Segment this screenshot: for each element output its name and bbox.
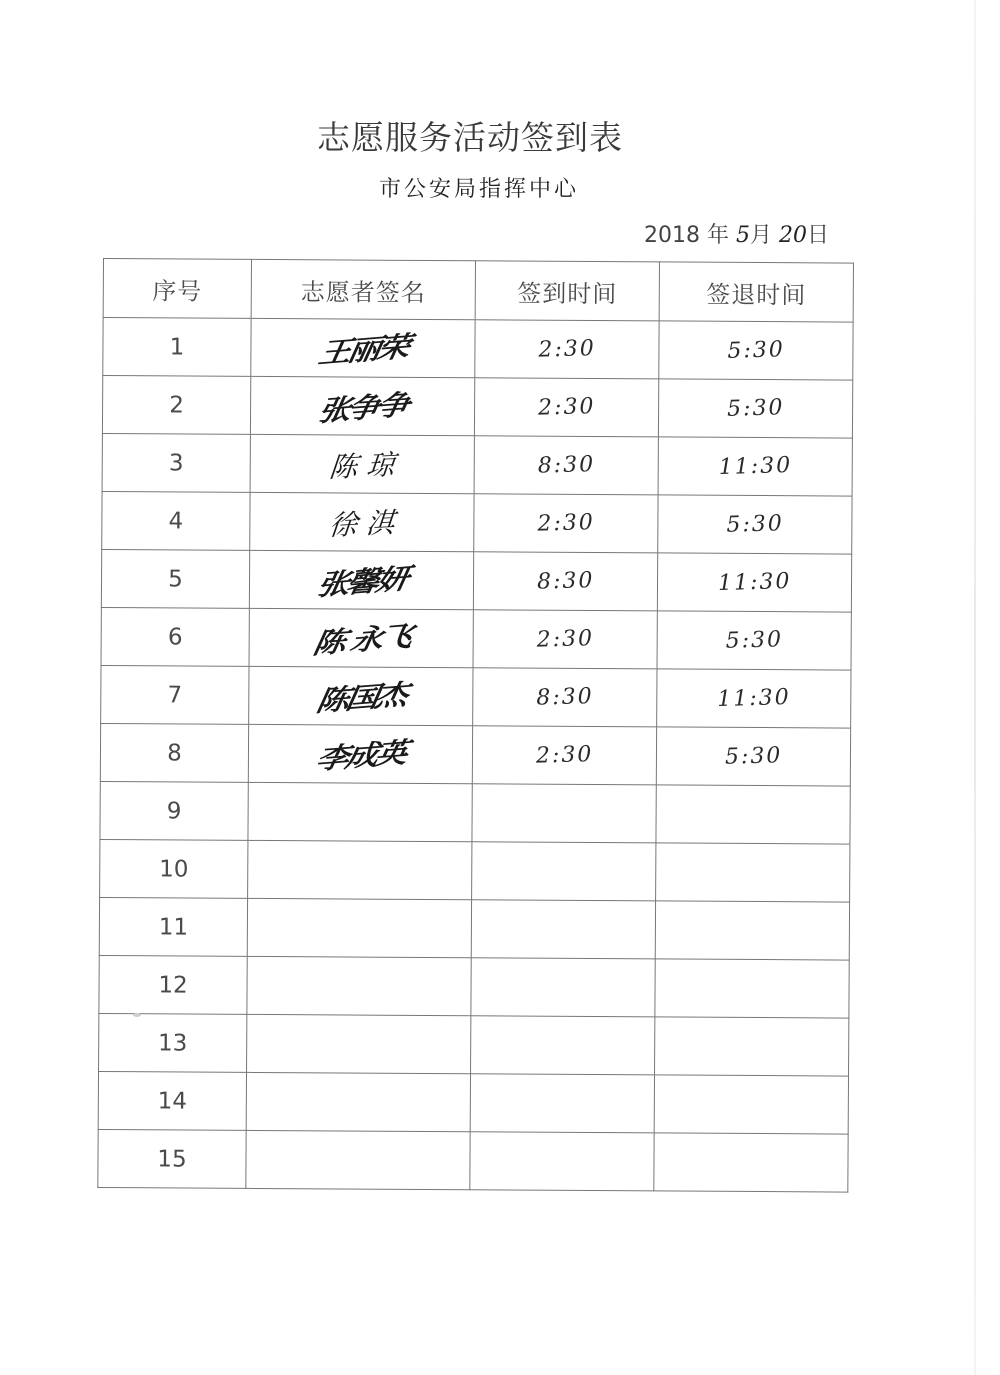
scan-speck — [133, 1013, 141, 1017]
sign-in-time-cell — [470, 1074, 654, 1133]
signature-cell — [249, 608, 473, 667]
row-number: 14 — [98, 1071, 246, 1130]
table-row — [100, 839, 850, 902]
sign-in-sheet — [97, 258, 853, 1195]
table-row — [99, 1013, 849, 1076]
row-number: 8 — [100, 723, 248, 782]
sign-out-time: 11:30 — [718, 452, 793, 481]
sign-out-time: 5:30 — [725, 627, 784, 654]
sign-in-table — [97, 258, 854, 1193]
sign-in-time-cell — [472, 726, 656, 785]
sign-in-time-cell — [470, 1132, 654, 1191]
signature-cell — [247, 956, 471, 1015]
date-month-label: 月 — [750, 223, 773, 248]
table-row — [100, 723, 850, 786]
signature-cell — [249, 666, 473, 725]
sign-in-time: 2:30 — [536, 510, 595, 537]
sign-out-time-cell — [656, 785, 850, 844]
sign-out-time: 5:30 — [726, 395, 785, 422]
volunteer-signature: 陈国杰 — [313, 677, 408, 718]
sign-in-time-cell — [473, 610, 657, 669]
sign-in-time-cell — [471, 900, 655, 959]
sign-out-time-cell — [654, 1075, 848, 1134]
volunteer-signature: 徐 淇 — [327, 505, 396, 542]
sign-out-time: 5:30 — [724, 743, 783, 770]
table-row — [98, 1071, 848, 1134]
sign-in-time-cell — [473, 552, 657, 611]
signature-cell — [251, 318, 475, 377]
sign-in-time-cell — [475, 320, 659, 379]
row-number: 10 — [100, 839, 248, 898]
table-row — [99, 897, 849, 960]
table-row — [102, 491, 852, 554]
sign-out-time-cell — [654, 1133, 848, 1192]
table-row — [99, 955, 849, 1018]
signature-cell — [246, 1072, 470, 1131]
signature-cell — [248, 782, 472, 841]
row-number: 2 — [102, 376, 250, 435]
date-month: 5 — [736, 223, 751, 248]
sign-in-time-cell — [474, 494, 658, 553]
signature-cell — [250, 492, 474, 551]
date-line — [644, 218, 829, 249]
sign-in-time-cell — [471, 958, 655, 1017]
sign-out-time-cell — [655, 901, 849, 960]
sign-in-time: 2:30 — [536, 626, 595, 653]
signature-cell — [248, 840, 472, 899]
table-header-row — [103, 259, 853, 323]
sign-out-time-cell — [655, 959, 849, 1018]
signature-cell — [248, 724, 472, 783]
scan-edge-shadow — [974, 0, 976, 1375]
sign-out-time-cell — [658, 437, 852, 496]
sign-in-time: 2:30 — [535, 742, 594, 769]
table-row — [101, 549, 851, 612]
sign-in-time-cell — [474, 378, 658, 437]
volunteer-signature: 张馨妍 — [314, 561, 408, 602]
table-body — [98, 318, 853, 1193]
row-number: 11 — [99, 897, 247, 956]
sign-in-time-cell — [474, 436, 658, 495]
date-year: 2018 — [644, 223, 700, 248]
sign-out-time: 11:30 — [717, 568, 792, 597]
row-number: 1 — [103, 318, 251, 377]
table-row — [101, 665, 851, 728]
sign-in-time-cell — [471, 1016, 655, 1075]
signature-cell — [250, 434, 474, 493]
date-day-label: 日 — [807, 223, 830, 248]
signature-cell — [249, 550, 473, 609]
sign-out-time: 5:30 — [726, 337, 785, 364]
sign-in-time-cell — [472, 784, 656, 843]
sign-out-time: 5:30 — [725, 511, 784, 538]
volunteer-signature: 李成英 — [313, 735, 407, 776]
signature-cell — [247, 898, 471, 957]
row-number: 9 — [100, 781, 248, 840]
sign-out-time-cell — [656, 843, 850, 902]
header-signature: 志愿者签名 — [251, 259, 475, 319]
signature-cell — [246, 1130, 470, 1189]
sign-in-time: 2:30 — [537, 394, 596, 421]
table-row — [102, 376, 852, 439]
row-number: 7 — [101, 665, 249, 724]
row-number: 5 — [101, 549, 249, 608]
row-number: 6 — [101, 607, 249, 666]
sign-out-time-cell — [655, 1017, 849, 1076]
page-title: 志愿服务活动签到表 — [317, 118, 623, 157]
volunteer-signature: 王丽荣 — [316, 329, 410, 370]
table-row — [98, 1129, 848, 1192]
sign-out-time-cell — [656, 727, 850, 786]
date-year-label: 年 — [707, 223, 730, 248]
sign-in-time: 2:30 — [537, 336, 597, 363]
sign-out-time-cell — [657, 611, 851, 670]
signature-cell — [250, 376, 474, 435]
organization-name: 市公安局指挥中心 — [378, 177, 579, 202]
volunteer-signature: 张争争 — [315, 387, 410, 428]
sign-out-time-cell — [658, 495, 852, 554]
sign-out-time-cell — [657, 553, 851, 612]
sign-in-time: 8:30 — [537, 452, 596, 479]
sign-in-time-cell — [473, 668, 657, 727]
table-row — [100, 781, 850, 844]
sign-out-time-cell — [657, 669, 851, 728]
volunteer-signature: 陈 永飞 — [310, 619, 412, 660]
header-sign-out-time: 签退时间 — [659, 262, 853, 322]
row-number: 12 — [99, 955, 247, 1014]
header-sign-in-time: 签到时间 — [475, 261, 659, 321]
row-number: 3 — [102, 433, 250, 492]
sign-out-time-cell — [658, 379, 852, 438]
date-day: 20 — [779, 223, 808, 248]
volunteer-signature: 陈 琼 — [327, 447, 397, 484]
table-row — [101, 607, 851, 670]
row-number: 15 — [98, 1129, 246, 1188]
row-number: 13 — [99, 1013, 247, 1072]
sign-in-time: 8:30 — [536, 568, 595, 595]
header-number: 序号 — [103, 259, 251, 319]
sign-in-time-cell — [472, 842, 656, 901]
table-row — [103, 318, 853, 381]
sign-in-time: 8:30 — [535, 684, 594, 711]
signature-cell — [247, 1014, 471, 1073]
sign-out-time: 11:30 — [716, 684, 791, 713]
sign-out-time-cell — [659, 321, 853, 380]
table-row — [102, 433, 852, 496]
row-number: 4 — [102, 491, 250, 550]
